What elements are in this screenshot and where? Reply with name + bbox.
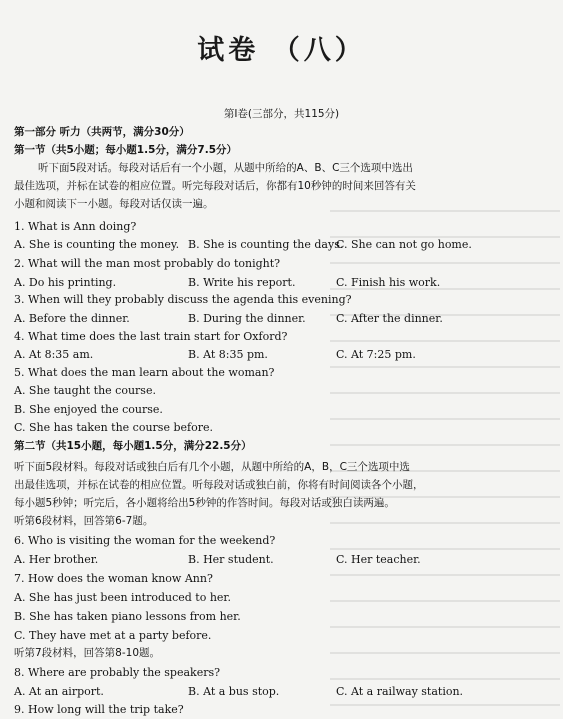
page-title: 试卷 （八） bbox=[197, 35, 366, 66]
q5-option-b: B. She enjoyed the course. bbox=[14, 403, 163, 416]
q3-option-c: C. After the dinner. bbox=[336, 312, 443, 325]
q2-option-c: C. Finish his work. bbox=[336, 276, 441, 289]
question-5: 5. What does the man learn about the woman? bbox=[14, 366, 275, 379]
q6-option-a: A. Her brother. bbox=[14, 553, 99, 566]
question-9: 9. How long will the trip take? bbox=[14, 703, 184, 716]
question-4: 4. What time does the last train start for Oxford? bbox=[14, 330, 288, 343]
q1-option-c: C. She can not go home. bbox=[336, 238, 472, 251]
q3-option-a: A. Before the dinner. bbox=[14, 312, 130, 325]
q2-option-a: A. Do his printing. bbox=[14, 276, 117, 289]
section1-instruction-line: 最佳选项，并标在试卷的相应位置。听完每段对话后，你都有10秒钟的时间来回答有关 bbox=[14, 180, 416, 192]
q7-option-c: C. They have met at a party before. bbox=[14, 629, 212, 642]
question-6: 6. Who is visiting the woman for the weekend? bbox=[14, 534, 276, 547]
q1-option-a: A. She is counting the money. bbox=[14, 238, 180, 251]
section2-instruction-line: 每小题5秒钟；听完后，各小题将给出5秒钟的作答时间。每段对话或独白读两遍。 bbox=[14, 497, 395, 509]
q1-option-b: B. She is counting the days. bbox=[188, 238, 344, 251]
q5-option-a: A. She taught the course. bbox=[14, 384, 156, 397]
q3-option-b: B. During the dinner. bbox=[188, 312, 306, 325]
q5-option-c: C. She has taken the course before. bbox=[14, 421, 213, 434]
question-2: 2. What will the man most probably do tonight? bbox=[14, 257, 281, 270]
q8-option-a: A. At an airport. bbox=[14, 685, 104, 698]
question-8: 8. Where are probably the speakers? bbox=[14, 666, 221, 679]
question-3: 3. When will they probably discuss the agenda this evening? bbox=[14, 293, 352, 306]
section1-instruction-line: 小题和阅读下一小题。每段对话仅读一遍。 bbox=[14, 198, 214, 210]
q4-option-c: C. At 7:25 pm. bbox=[336, 348, 416, 361]
q4-option-a: A. At 8:35 am. bbox=[14, 348, 94, 361]
q8-option-b: B. At a bus stop. bbox=[188, 685, 280, 698]
section1-instruction-line: 听下面5段对话。每段对话后有一个小题，从题中所给的A、B、C三个选项中选出 bbox=[38, 162, 413, 174]
q8-option-c: C. At a railway station. bbox=[336, 685, 464, 698]
part1-heading: 第一部分 听力（共两节，满分30分） bbox=[14, 126, 190, 138]
section1-heading: 第一节（共5小题；每小题1.5分，满分7.5分） bbox=[14, 144, 238, 156]
q6-option-c: C. Her teacher. bbox=[336, 553, 421, 566]
question-1: 1. What is Ann doing? bbox=[14, 220, 137, 233]
q6-option-b: B. Her student. bbox=[188, 553, 274, 566]
q7-option-a: A. She has just been introduced to her. bbox=[14, 591, 231, 604]
question-7: 7. How does the woman know Ann? bbox=[14, 572, 213, 585]
q4-option-b: B. At 8:35 pm. bbox=[188, 348, 268, 361]
section2-instruction-line: 出最佳选项，并标在试卷的相应位置。听每段对话或独白前，你将有时间阅读各个小题， bbox=[14, 479, 424, 491]
volume-header: 第Ⅰ卷(三部分，共115分) bbox=[223, 108, 340, 120]
section2-heading: 第二节（共15小题，每小题1.5分，满分22.5分） bbox=[14, 440, 252, 452]
group-6-7-label: 听第6段材料，回答第6-7题。 bbox=[14, 515, 154, 527]
q7-option-b: B. She has taken piano lessons from her. bbox=[14, 610, 241, 623]
section2-instruction-line: 听下面5段材料。每段对话或独白后有几个小题，从题中所给的A，B，C三个选项中选 bbox=[14, 461, 410, 473]
q2-option-b: B. Write his report. bbox=[188, 276, 296, 289]
group-8-10-label: 听第7段材料，回答第8-10题。 bbox=[14, 647, 161, 659]
